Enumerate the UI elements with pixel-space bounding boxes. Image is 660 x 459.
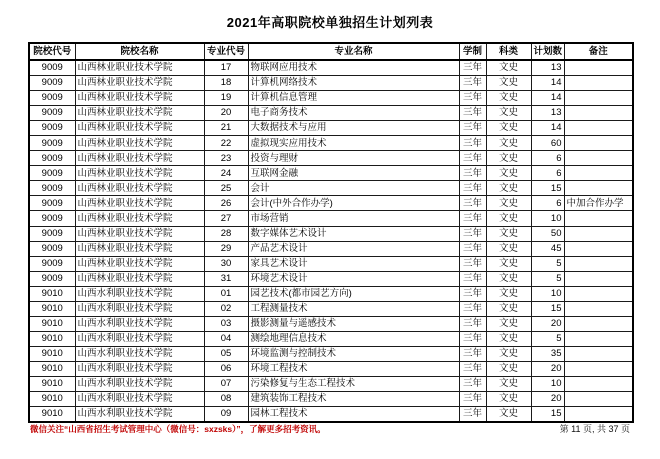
- table-body: [29, 60, 633, 422]
- table-cell: [564, 106, 633, 121]
- table-cell: 9009: [29, 91, 75, 106]
- table-cell: 山西林业职业技术学院: [75, 226, 204, 241]
- table-row: [29, 136, 633, 151]
- page-footer: [30, 422, 630, 435]
- table-cell: 三年: [459, 106, 486, 121]
- table-cell: [564, 211, 633, 226]
- table-cell: 山西水利职业技术学院: [75, 286, 204, 301]
- table-cell: 文史: [486, 361, 531, 376]
- table-cell: 15: [531, 181, 564, 196]
- table-cell: 山西水利职业技术学院: [75, 361, 204, 376]
- table-cell: 20: [531, 392, 564, 407]
- table-cell: 环境工程技术: [248, 361, 459, 376]
- table-cell: 17: [204, 60, 248, 76]
- table-cell: 18: [204, 76, 248, 91]
- table-cell: [564, 60, 633, 76]
- table-cell: 三年: [459, 211, 486, 226]
- table-cell: [564, 151, 633, 166]
- table-cell: 9009: [29, 166, 75, 181]
- table-cell: 5: [531, 271, 564, 286]
- table-cell: 工程测量技术: [248, 301, 459, 316]
- table-cell: 9009: [29, 181, 75, 196]
- table-cell: 9010: [29, 361, 75, 376]
- table-cell: 50: [531, 226, 564, 241]
- table-row: [29, 226, 633, 241]
- table-cell: 文史: [486, 121, 531, 136]
- table-cell: 三年: [459, 196, 486, 211]
- table-cell: [564, 166, 633, 181]
- table-cell: 文史: [486, 151, 531, 166]
- table-cell: 山西林业职业技术学院: [75, 256, 204, 271]
- table-cell: 26: [204, 196, 248, 211]
- table-cell: 三年: [459, 60, 486, 76]
- table-row: [29, 106, 633, 121]
- table-cell: 9009: [29, 151, 75, 166]
- table-cell: 会计: [248, 181, 459, 196]
- table-cell: 山西林业职业技术学院: [75, 181, 204, 196]
- table-cell: 9010: [29, 316, 75, 331]
- table-cell: [564, 361, 633, 376]
- table-cell: 文史: [486, 226, 531, 241]
- table-cell: [564, 181, 633, 196]
- table-cell: 03: [204, 316, 248, 331]
- table-cell: 5: [531, 256, 564, 271]
- table-cell: 三年: [459, 136, 486, 151]
- table-cell: 计算机信息管理: [248, 91, 459, 106]
- table-cell: 三年: [459, 301, 486, 316]
- table-cell: [564, 271, 633, 286]
- header-plan-count: 计划数: [531, 43, 564, 60]
- table-cell: 三年: [459, 286, 486, 301]
- table-cell: 三年: [459, 181, 486, 196]
- table-row: [29, 241, 633, 256]
- table-cell: 三年: [459, 241, 486, 256]
- header-duration: 学制: [459, 43, 486, 60]
- table-cell: 园艺技术(都市园艺方向): [248, 286, 459, 301]
- header-subject-category: 科类: [486, 43, 531, 60]
- table-row: [29, 76, 633, 91]
- table-cell: 30: [204, 256, 248, 271]
- table-cell: [564, 76, 633, 91]
- table-cell: [564, 256, 633, 271]
- table-row: [29, 60, 633, 76]
- table-row: [29, 151, 633, 166]
- table-row: [29, 316, 633, 331]
- table-row: [29, 346, 633, 361]
- table-cell: 35: [531, 346, 564, 361]
- table-cell: 文史: [486, 91, 531, 106]
- table-cell: [564, 331, 633, 346]
- table-cell: 虚拟现实应用技术: [248, 136, 459, 151]
- table-cell: 5: [531, 331, 564, 346]
- table-cell: 电子商务技术: [248, 106, 459, 121]
- wechat-notice-text: 微信关注“山西省招生考试管理中心（微信号：sxzsks）”，了解更多招考资讯。: [30, 424, 326, 434]
- table-cell: 山西林业职业技术学院: [75, 60, 204, 76]
- table-row: [29, 211, 633, 226]
- table-cell: 家具艺术设计: [248, 256, 459, 271]
- table-cell: 摄影测量与遥感技术: [248, 316, 459, 331]
- table-cell: 山西林业职业技术学院: [75, 241, 204, 256]
- table-row: [29, 91, 633, 106]
- table-cell: 文史: [486, 211, 531, 226]
- table-row: [29, 392, 633, 407]
- header-remarks: 备注: [564, 43, 633, 60]
- table-cell: 文史: [486, 76, 531, 91]
- table-cell: 9010: [29, 407, 75, 423]
- table-cell: 22: [204, 136, 248, 151]
- table-cell: 山西林业职业技术学院: [75, 166, 204, 181]
- table-cell: [564, 286, 633, 301]
- table-cell: 山西林业职业技术学院: [75, 196, 204, 211]
- table-cell: 04: [204, 331, 248, 346]
- table-cell: 25: [204, 181, 248, 196]
- table-cell: 三年: [459, 407, 486, 423]
- header-college-code: 院校代号: [29, 43, 75, 60]
- table-cell: 山西林业职业技术学院: [75, 121, 204, 136]
- header-major-code: 专业代号: [204, 43, 248, 60]
- table-cell: 9010: [29, 331, 75, 346]
- table-row: [29, 301, 633, 316]
- table-cell: 27: [204, 211, 248, 226]
- table-cell: 9010: [29, 301, 75, 316]
- table-cell: 14: [531, 76, 564, 91]
- table-cell: 9010: [29, 392, 75, 407]
- table-cell: 6: [531, 151, 564, 166]
- table-cell: [564, 301, 633, 316]
- table-cell: 19: [204, 91, 248, 106]
- table-cell: [564, 376, 633, 391]
- table-cell: 三年: [459, 316, 486, 331]
- table-cell: 文史: [486, 196, 531, 211]
- table-cell: 园林工程技术: [248, 407, 459, 423]
- table-cell: 山西林业职业技术学院: [75, 151, 204, 166]
- table-cell: [564, 316, 633, 331]
- table-cell: 文史: [486, 286, 531, 301]
- table-cell: 6: [531, 196, 564, 211]
- table-cell: 9009: [29, 60, 75, 76]
- table-cell: 13: [531, 106, 564, 121]
- table-cell: 20: [531, 316, 564, 331]
- enrollment-plan-table: [28, 42, 634, 423]
- table-cell: 三年: [459, 392, 486, 407]
- table-cell: 三年: [459, 361, 486, 376]
- table-header-row: [29, 43, 633, 60]
- table-cell: 07: [204, 376, 248, 391]
- table-cell: 29: [204, 241, 248, 256]
- table-cell: [564, 407, 633, 423]
- table-cell: 建筑装饰工程技术: [248, 392, 459, 407]
- table-cell: 文史: [486, 301, 531, 316]
- table-cell: 三年: [459, 91, 486, 106]
- table-cell: 山西水利职业技术学院: [75, 301, 204, 316]
- table-cell: 9010: [29, 346, 75, 361]
- table-cell: 山西林业职业技术学院: [75, 91, 204, 106]
- table-cell: 山西水利职业技术学院: [75, 316, 204, 331]
- table-cell: 环境艺术设计: [248, 271, 459, 286]
- table-cell: 9009: [29, 256, 75, 271]
- table-cell: 15: [531, 301, 564, 316]
- table-cell: 污染修复与生态工程技术: [248, 376, 459, 391]
- table-cell: 9009: [29, 226, 75, 241]
- table-cell: 计算机网络技术: [248, 76, 459, 91]
- table-cell: 三年: [459, 166, 486, 181]
- table-cell: 数字媒体艺术设计: [248, 226, 459, 241]
- table-cell: 文史: [486, 392, 531, 407]
- table-cell: 08: [204, 392, 248, 407]
- table-cell: 6: [531, 166, 564, 181]
- table-cell: 9009: [29, 271, 75, 286]
- table-cell: 产品艺术设计: [248, 241, 459, 256]
- table-cell: 14: [531, 121, 564, 136]
- table-cell: 文史: [486, 331, 531, 346]
- table-cell: 09: [204, 407, 248, 423]
- table-row: [29, 376, 633, 391]
- table-row: [29, 361, 633, 376]
- table-cell: [564, 392, 633, 407]
- table-cell: 9009: [29, 76, 75, 91]
- table-cell: 15: [531, 407, 564, 423]
- table-cell: 三年: [459, 121, 486, 136]
- table-cell: 大数据技术与应用: [248, 121, 459, 136]
- table-cell: 三年: [459, 331, 486, 346]
- table-cell: 山西林业职业技术学院: [75, 136, 204, 151]
- table-cell: 会计(中外合作办学): [248, 196, 459, 211]
- table-cell: 文史: [486, 271, 531, 286]
- table-cell: 互联网金融: [248, 166, 459, 181]
- table-cell: 05: [204, 346, 248, 361]
- table-cell: 45: [531, 241, 564, 256]
- table-cell: 文史: [486, 407, 531, 423]
- table-row: [29, 121, 633, 136]
- table-cell: 9009: [29, 121, 75, 136]
- table-cell: 文史: [486, 346, 531, 361]
- table-cell: 山西林业职业技术学院: [75, 76, 204, 91]
- table-cell: [564, 121, 633, 136]
- table-cell: 01: [204, 286, 248, 301]
- table-cell: 9010: [29, 376, 75, 391]
- table-cell: 9009: [29, 196, 75, 211]
- table-cell: [564, 226, 633, 241]
- table-cell: 9009: [29, 241, 75, 256]
- table-cell: 山西水利职业技术学院: [75, 331, 204, 346]
- table-cell: 测绘地理信息技术: [248, 331, 459, 346]
- table-cell: 文史: [486, 376, 531, 391]
- table-cell: 10: [531, 286, 564, 301]
- table-cell: 投资与理财: [248, 151, 459, 166]
- table-cell: 山西水利职业技术学院: [75, 346, 204, 361]
- table-cell: 山西林业职业技术学院: [75, 211, 204, 226]
- table-cell: 文史: [486, 256, 531, 271]
- table-cell: 三年: [459, 271, 486, 286]
- table-cell: [564, 136, 633, 151]
- table-cell: 28: [204, 226, 248, 241]
- table-cell: 31: [204, 271, 248, 286]
- table-cell: 文史: [486, 60, 531, 76]
- table-cell: 24: [204, 166, 248, 181]
- table-cell: 山西水利职业技术学院: [75, 407, 204, 423]
- table-cell: 山西林业职业技术学院: [75, 271, 204, 286]
- table-cell: 山西水利职业技术学院: [75, 392, 204, 407]
- table-cell: 山西林业职业技术学院: [75, 106, 204, 121]
- table-row: [29, 256, 633, 271]
- table-cell: 文史: [486, 241, 531, 256]
- page-title: 2021年高职院校单独招生计划列表: [226, 15, 434, 30]
- table-row: [29, 407, 633, 423]
- table-cell: 9009: [29, 106, 75, 121]
- table-cell: 山西水利职业技术学院: [75, 376, 204, 391]
- table-cell: 市场营销: [248, 211, 459, 226]
- table-cell: 文史: [486, 136, 531, 151]
- table-cell: 文史: [486, 106, 531, 121]
- table-cell: 文史: [486, 166, 531, 181]
- table-cell: 三年: [459, 151, 486, 166]
- table-row: [29, 286, 633, 301]
- table-cell: 三年: [459, 376, 486, 391]
- table-cell: 三年: [459, 256, 486, 271]
- table-cell: 20: [531, 361, 564, 376]
- table-cell: 23: [204, 151, 248, 166]
- header-college-name: 院校名称: [75, 43, 204, 60]
- table-row: [29, 331, 633, 346]
- table-cell: 三年: [459, 346, 486, 361]
- table-row: [29, 271, 633, 286]
- table-cell: 21: [204, 121, 248, 136]
- table-cell: [564, 91, 633, 106]
- table-cell: 20: [204, 106, 248, 121]
- table-cell: 三年: [459, 76, 486, 91]
- table-cell: 02: [204, 301, 248, 316]
- table-row: [29, 166, 633, 181]
- table-cell: [564, 241, 633, 256]
- table-cell: 文史: [486, 181, 531, 196]
- table-cell: 三年: [459, 226, 486, 241]
- table-row: [29, 196, 633, 211]
- table-cell: 60: [531, 136, 564, 151]
- table-cell: 9009: [29, 136, 75, 151]
- table-cell: 文史: [486, 316, 531, 331]
- table-cell: [564, 346, 633, 361]
- table-cell: 9009: [29, 211, 75, 226]
- table-cell: 10: [531, 376, 564, 391]
- table-cell: 14: [531, 91, 564, 106]
- table-cell: 环境监测与控制技术: [248, 346, 459, 361]
- table-cell: 13: [531, 60, 564, 76]
- table-cell: 中加合作办学: [564, 196, 633, 211]
- table-cell: 9010: [29, 286, 75, 301]
- table-cell: 06: [204, 361, 248, 376]
- header-major-name: 专业名称: [248, 43, 459, 60]
- page-number-indicator: 第 11 页, 共 37 页: [559, 424, 630, 434]
- table-cell: 10: [531, 211, 564, 226]
- table-cell: 物联网应用技术: [248, 60, 459, 76]
- table-row: [29, 181, 633, 196]
